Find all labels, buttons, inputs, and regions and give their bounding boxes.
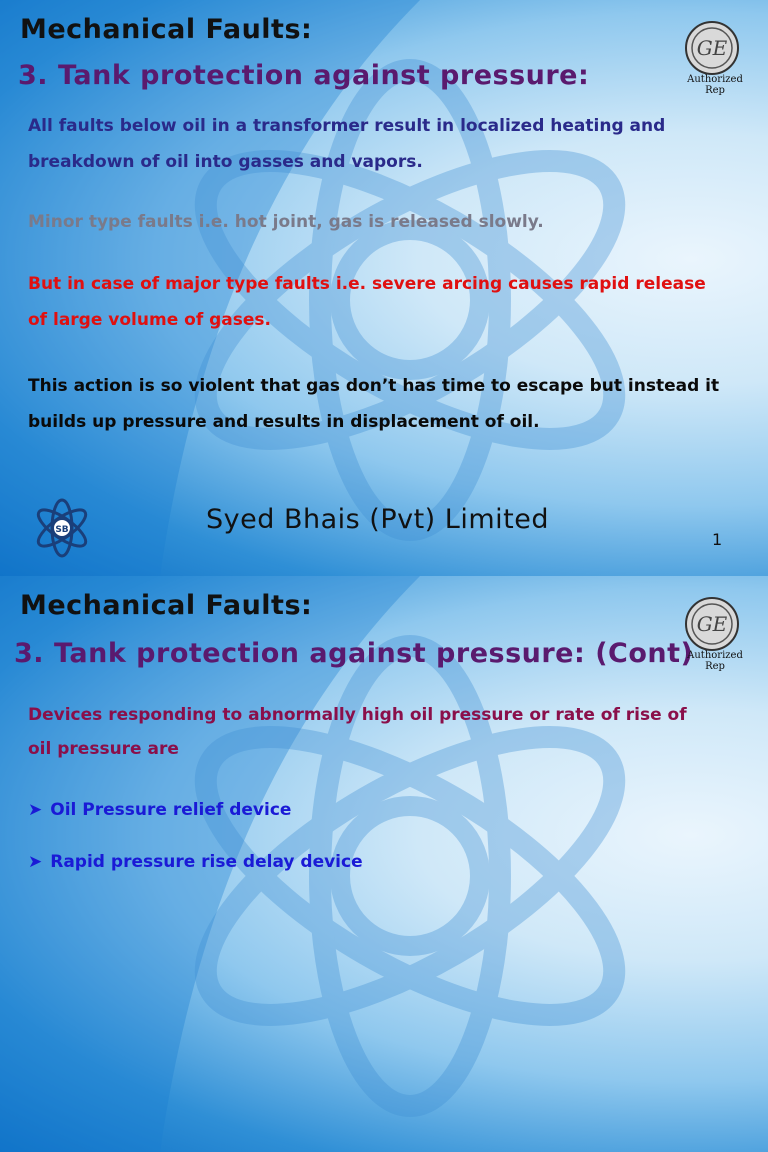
arrowhead-bullet-icon: ➤ — [28, 852, 43, 872]
intro-paragraph: Devices responding to abnormally high oil pressure or rate of rise of oil pressure are — [28, 705, 687, 759]
slide-subheading: 3. Tank protection against pressure: (Cont) — [14, 638, 694, 669]
page-number: 1 — [712, 530, 723, 549]
atom-watermark-icon — [150, 616, 670, 1136]
slide-heading: Mechanical Faults: — [20, 590, 313, 621]
bullet-item — [28, 800, 291, 820]
arrowhead-bullet-icon: ➤ — [28, 800, 43, 820]
slide-subheading: 3. Tank protection against pressure: — [18, 60, 590, 91]
paragraph-1: All faults below oil in a transformer result in localized heating and breakdown of oil into gasses and vapors. — [28, 116, 666, 172]
bullet-item — [28, 852, 363, 872]
ge-monogram-icon — [684, 596, 740, 652]
atom-sb-logo-icon — [30, 496, 94, 560]
slide-2 — [0, 576, 768, 1152]
svg-text:GE: GE — [696, 36, 728, 60]
logo-caption: Authorized Rep — [687, 650, 743, 672]
paragraph-3: But in case of major type faults i.e. severe arcing causes rapid release of large volume of gases. — [28, 274, 706, 330]
slide-heading: Mechanical Faults: — [20, 14, 313, 45]
svg-text:GE: GE — [696, 612, 728, 636]
paragraph-2: Minor type faults i.e. hot joint, gas is released slowly. — [28, 212, 544, 232]
bullet-text: Rapid pressure rise delay device — [50, 852, 363, 872]
logo-caption: Authorized Rep — [687, 74, 743, 96]
ge-monogram-icon — [684, 20, 740, 76]
svg-text:SB: SB — [55, 525, 69, 535]
company-name: Syed Bhais (Pvt) Limited — [206, 504, 549, 535]
bullet-text: Oil Pressure relief device — [50, 800, 292, 820]
paragraph-4: This action is so violent that gas don’t has time to escape but instead it builds up pressure and results in displacement of oil. — [28, 376, 720, 432]
